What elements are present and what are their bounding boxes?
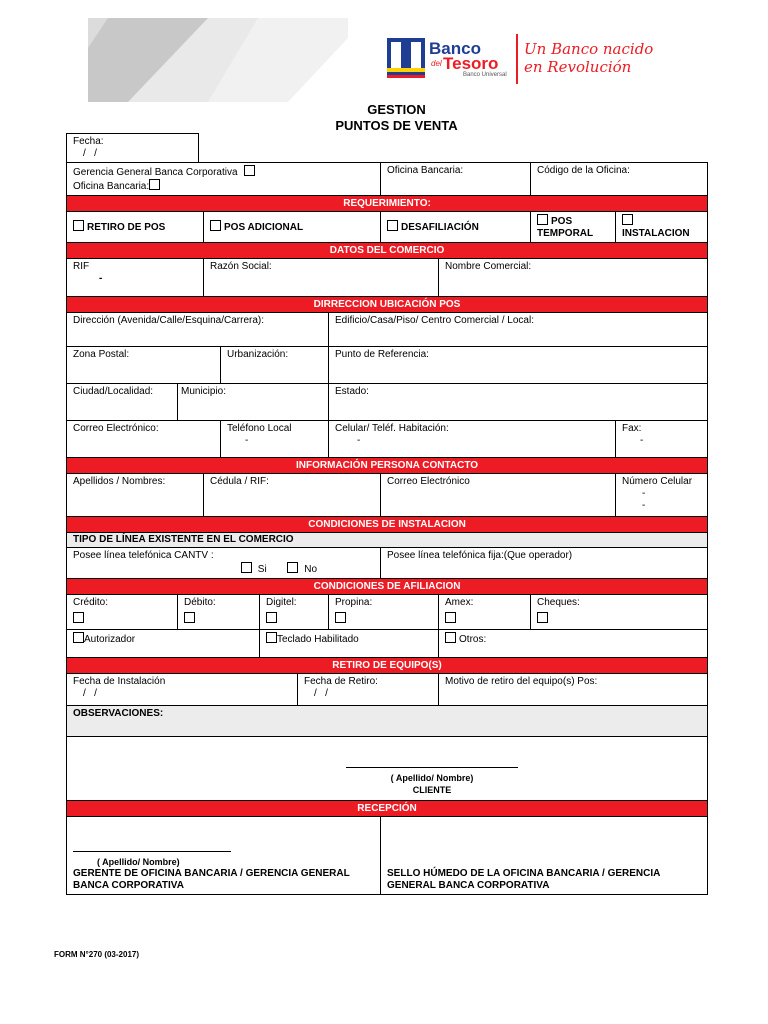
credito-checkbox[interactable]	[73, 612, 84, 623]
form-number: FORM N°270 (03-2017)	[54, 950, 140, 959]
zona-postal-field[interactable]	[67, 347, 221, 384]
correo-label: Correo Electrónico:	[73, 423, 159, 434]
logo-tesoro: Tesoro	[443, 54, 499, 73]
posee-fija-label: Posee línea telefónica fija:(Que operador)	[387, 550, 573, 561]
urbanizacion-field[interactable]	[221, 347, 329, 384]
gerencia-checkbox[interactable]	[244, 165, 255, 176]
fecha-value: / /	[83, 148, 97, 159]
oficina-bancaria-label: Oficina Bancaria:	[387, 165, 464, 176]
amex-label: Amex:	[445, 597, 474, 608]
req-desafiliacion[interactable]	[381, 212, 531, 243]
req-adicional-label: POS ADICIONAL	[224, 222, 304, 233]
codigo-oficina-field[interactable]	[531, 163, 708, 196]
tipo-linea-heading: TIPO DE LÍNEA EXISTENTE EN EL COMERCIO	[67, 533, 708, 548]
req-pos-temporal[interactable]	[531, 212, 616, 243]
fecha-retiro-field[interactable]	[298, 674, 439, 706]
estado-label: Estado:	[335, 386, 369, 397]
correo-field[interactable]	[67, 421, 221, 458]
rif-label: RIF	[73, 261, 90, 272]
ciudad-field[interactable]	[67, 384, 178, 421]
ubicacion-header: DIRRECCION UBICACIÓN POS	[67, 297, 708, 313]
slogan-line-1: Un Banco nacido	[524, 40, 654, 58]
credito-field[interactable]	[67, 595, 178, 630]
req-instalacion[interactable]	[616, 212, 708, 243]
posee-cantv-field[interactable]	[67, 548, 381, 579]
digitel-field[interactable]	[260, 595, 329, 630]
req-adicional-checkbox[interactable]	[210, 220, 221, 231]
fecha-instalacion-value: / /	[83, 688, 97, 699]
direccion-field[interactable]	[67, 313, 329, 347]
cantv-si-label: Si	[257, 564, 267, 575]
fecha-instalacion-field[interactable]	[67, 674, 298, 706]
cheques-field[interactable]	[531, 595, 708, 630]
urbanizacion-label: Urbanización:	[227, 349, 289, 360]
observaciones-label: OBSERVACIONES:	[73, 708, 164, 719]
otros-field[interactable]	[439, 630, 708, 658]
edificio-field[interactable]	[329, 313, 708, 347]
cliente-apellido-label: ( Apellido/ Nombre)	[390, 773, 474, 783]
cheques-checkbox[interactable]	[537, 612, 548, 623]
sello-area[interactable]	[381, 817, 708, 895]
oficina-bancaria-field[interactable]	[381, 163, 531, 196]
cedula-label: Cédula / RIF:	[210, 476, 269, 487]
celular-dash-1: -	[642, 488, 646, 499]
fecha-retiro-value: / /	[314, 688, 328, 699]
gerente-apellido-label: ( Apellido/ Nombre)	[97, 857, 180, 867]
celular-label: Celular/ Teléf. Habitación:	[335, 423, 449, 434]
numero-celular-label: Número Celular	[622, 476, 693, 487]
cheques-label: Cheques:	[537, 597, 580, 608]
otros-label: Otros:	[459, 634, 487, 645]
ciudad-label: Ciudad/Localidad:	[73, 386, 154, 397]
codigo-oficina-label: Código de la Oficina:	[537, 165, 630, 176]
razon-social-field[interactable]	[204, 259, 439, 297]
recepcion-header: RECEPCIÓN	[67, 801, 708, 817]
direccion-label: Dirección (Avenida/Calle/Esquina/Carrera):	[73, 315, 265, 326]
digitel-checkbox[interactable]	[266, 612, 277, 623]
logo-banco: Banco	[429, 39, 481, 58]
gerente-label: GERENTE DE OFICINA BANCARIA / GERENCIA GENERAL BANCA CORPORATIVA	[73, 868, 350, 891]
teclado-label: Teclado Habilitado	[277, 634, 359, 645]
apellidos-field[interactable]	[67, 474, 204, 517]
cantv-no-checkbox[interactable]	[287, 562, 298, 573]
logo-del: del	[431, 59, 442, 68]
telefono-label: Teléfono Local	[227, 423, 292, 434]
cantv-no-label: No	[304, 564, 318, 575]
gerencia-label: Gerencia General Banca Corporativa	[73, 167, 238, 178]
fax-dash: -	[640, 435, 644, 446]
municipio-label: Municipio:	[181, 386, 227, 397]
celular-dash-2: -	[642, 500, 646, 511]
cliente-label: CLIENTE	[412, 785, 452, 795]
celular-field[interactable]	[329, 421, 616, 458]
page-title: GESTION	[367, 102, 426, 117]
page-subtitle: PUNTOS DE VENTA	[335, 118, 458, 133]
motivo-retiro-field[interactable]	[439, 674, 708, 706]
estado-field[interactable]	[329, 384, 708, 421]
otros-checkbox[interactable]	[445, 632, 456, 643]
cliente-signature-line	[346, 767, 518, 768]
rif-dash: -	[99, 273, 103, 284]
req-desafiliacion-checkbox[interactable]	[387, 220, 398, 231]
razon-social-label: Razón Social:	[210, 261, 272, 272]
autorizador-label: Autorizador	[84, 634, 136, 645]
sello-label: SELLO HÚMEDO DE LA OFICINA BANCARIA / GERENCIA GENERAL BANCA CORPORATIVA	[387, 868, 660, 891]
logo-divider	[516, 34, 518, 84]
municipio-field[interactable]	[178, 384, 329, 421]
amex-checkbox[interactable]	[445, 612, 456, 623]
digitel-label: Digitel:	[266, 597, 297, 608]
observaciones-field[interactable]	[67, 706, 708, 737]
cantv-si-checkbox[interactable]	[241, 562, 252, 573]
zona-postal-label: Zona Postal:	[73, 349, 130, 360]
amex-field[interactable]	[439, 595, 531, 630]
telefono-field[interactable]	[221, 421, 329, 458]
req-temporal-label: POS TEMPORAL	[537, 216, 594, 239]
afiliacion-header: CONDICIONES DE AFILIACION	[67, 579, 708, 595]
slogan-line-2: en Revolución	[524, 58, 632, 76]
autorizador-field[interactable]	[67, 630, 260, 658]
edificio-label: Edificio/Casa/Piso/ Centro Comercial / Local:	[335, 315, 534, 326]
slogan	[524, 40, 653, 76]
logo-tagline: Banco Universal	[463, 72, 507, 78]
fecha-label: Fecha:	[73, 136, 104, 147]
contacto-correo-label: Correo Electrónico	[387, 476, 470, 487]
comercio-header: DATOS DEL COMERCIO	[67, 243, 708, 259]
fax-label: Fax:	[622, 423, 642, 434]
req-retiro-label: RETIRO DE POS	[87, 222, 166, 233]
fecha-retiro-label: Fecha de Retiro:	[304, 676, 378, 687]
credito-label: Crédito:	[73, 597, 109, 608]
retiro-header: RETIRO DE EQUIPO(S)	[67, 658, 708, 674]
oficina-bancaria-checkbox[interactable]	[149, 179, 160, 190]
req-retiro-checkbox[interactable]	[73, 220, 84, 231]
oficina-bancaria-cb-label: Oficina Bancaria:	[73, 181, 150, 192]
teclado-field[interactable]	[260, 630, 439, 658]
decorative-banner	[88, 18, 348, 102]
req-instalacion-label: INSTALACION	[622, 228, 690, 239]
nombre-comercial-label: Nombre Comercial:	[445, 261, 532, 272]
cliente-signature-area[interactable]	[67, 737, 708, 801]
req-pos-adicional[interactable]	[204, 212, 381, 243]
teclado-checkbox[interactable]	[266, 632, 277, 643]
req-desafiliacion-label: DESAFILIACIÓN	[401, 222, 479, 233]
gerente-signature-area[interactable]	[67, 817, 381, 895]
instalacion-header: CONDICIONES DE INSTALACION	[67, 517, 708, 533]
motivo-retiro-label: Motivo de retiro del equipo(s) Pos:	[445, 676, 598, 687]
req-instalacion-checkbox[interactable]	[622, 214, 633, 225]
bank-logo	[385, 36, 515, 84]
posee-cantv-label: Posee línea telefónica CANTV :	[73, 550, 214, 561]
rif-field[interactable]	[67, 259, 204, 297]
req-retiro-pos[interactable]	[67, 212, 204, 243]
punto-referencia-label: Punto de Referencia:	[335, 349, 429, 360]
fax-field[interactable]	[616, 421, 708, 458]
gerencia-cell[interactable]	[67, 163, 381, 196]
gerente-signature-line	[73, 851, 231, 852]
telefono-dash: -	[245, 435, 249, 446]
propina-field[interactable]	[329, 595, 439, 630]
contacto-header: INFORMACIÓN PERSONA CONTACTO	[67, 458, 708, 474]
apellidos-label: Apellidos / Nombres:	[73, 476, 166, 487]
celular-dash: -	[357, 435, 361, 446]
cedula-field[interactable]	[204, 474, 381, 517]
posee-fija-field[interactable]	[381, 548, 708, 579]
punto-referencia-field[interactable]	[329, 347, 708, 384]
logo-mark-icon	[385, 36, 427, 80]
autorizador-checkbox[interactable]	[73, 632, 84, 643]
contacto-correo-field[interactable]	[381, 474, 616, 517]
propina-checkbox[interactable]	[335, 612, 346, 623]
debito-field[interactable]	[178, 595, 260, 630]
propina-label: Propina:	[335, 597, 373, 608]
numero-celular-field[interactable]	[616, 474, 708, 517]
nombre-comercial-field[interactable]	[439, 259, 708, 297]
debito-label: Débito:	[184, 597, 216, 608]
fecha-box[interactable]	[66, 133, 199, 163]
requerimiento-header: REQUERIMIENTO:	[67, 196, 708, 212]
req-temporal-checkbox[interactable]	[537, 214, 548, 225]
fecha-instalacion-label: Fecha de Instalación	[73, 676, 166, 687]
form-body	[66, 162, 707, 895]
debito-checkbox[interactable]	[184, 612, 195, 623]
